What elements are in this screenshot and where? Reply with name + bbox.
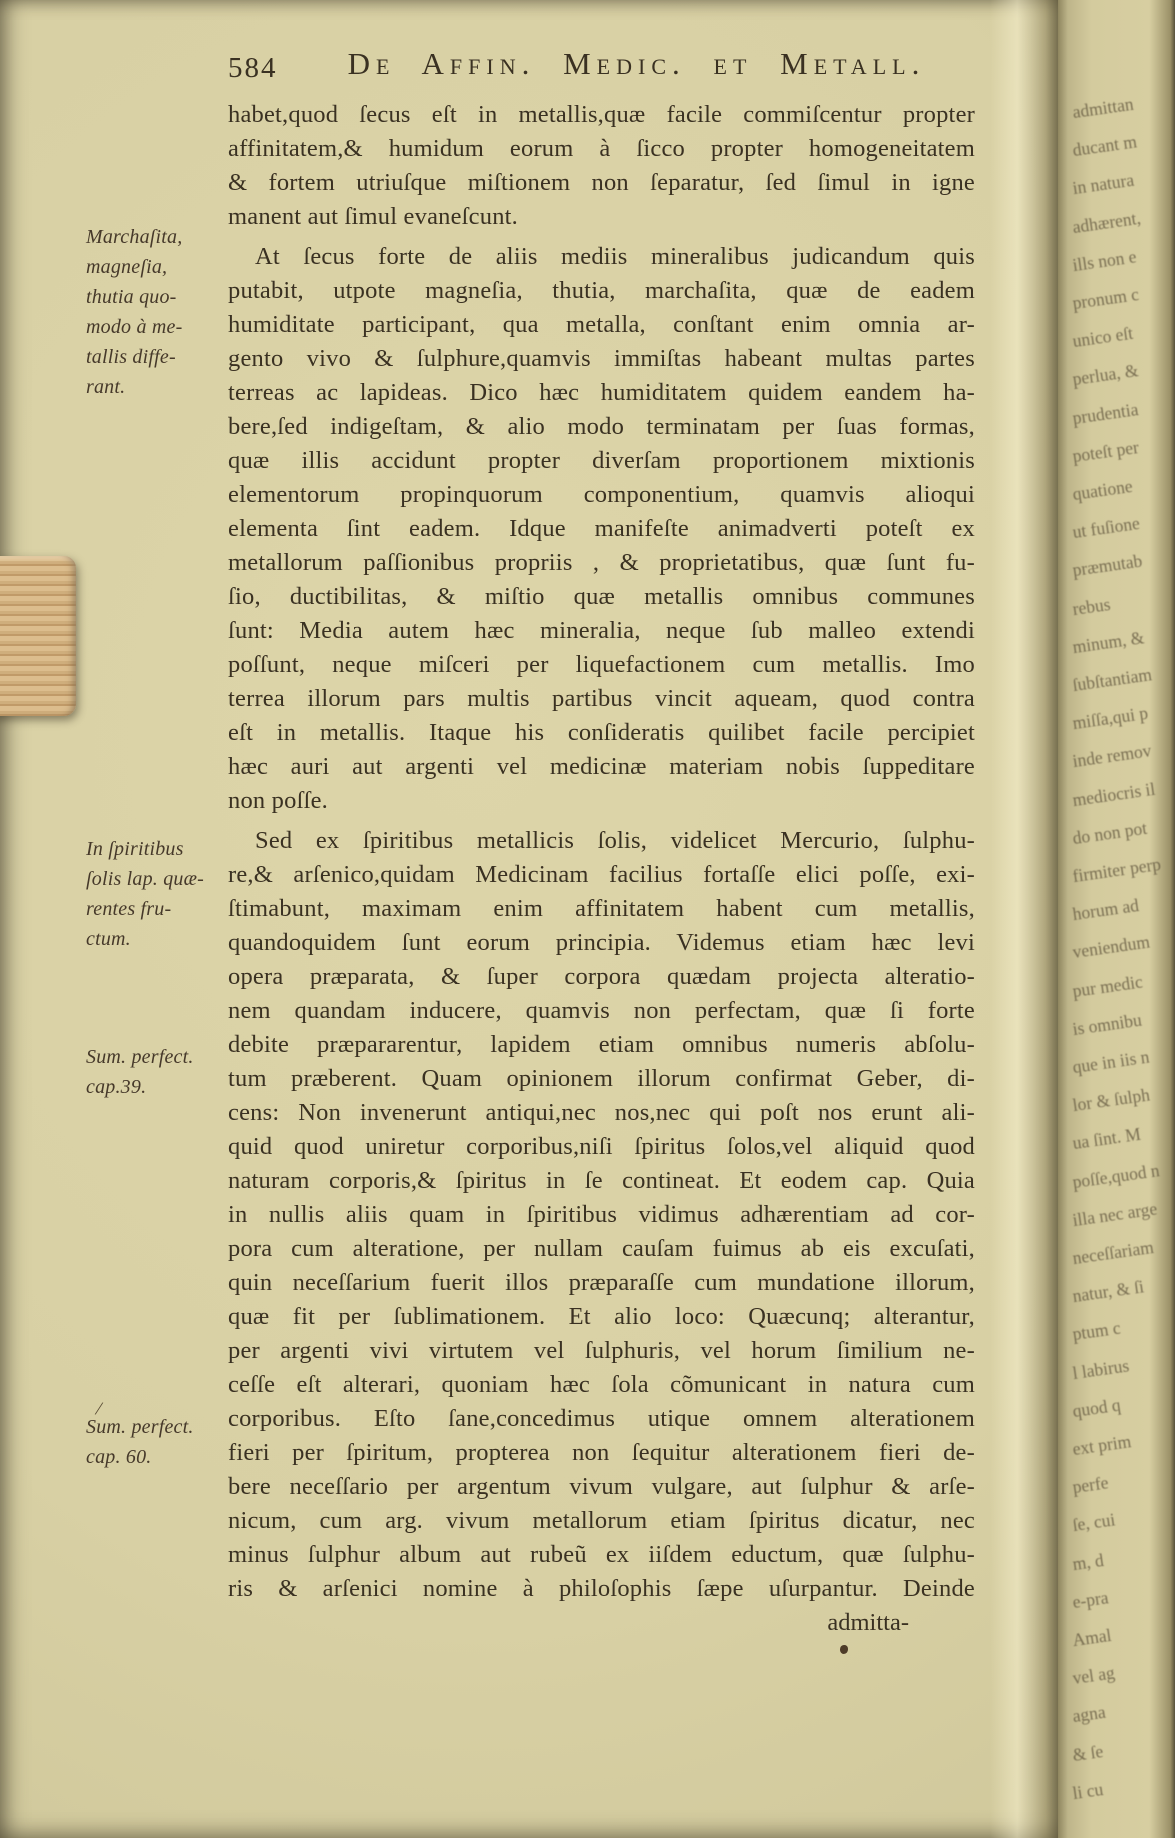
margin-note-line: rentes fru- (86, 898, 172, 920)
text-line: metallorum paſſionibus propriis , & proprietatibus, quæ ſunt fu- (228, 549, 975, 576)
adjacent-text-fragment: e-pra (1071, 1586, 1110, 1612)
adjacent-text-fragment: præmutab (1071, 549, 1144, 581)
text-line: debite præpararentur, lapidem etiam omnibus numeris abſolu- (228, 1031, 975, 1058)
margin-note-line: cap.39. (86, 1076, 147, 1098)
adjacent-text-fragment: firmiter perp (1071, 852, 1163, 887)
text-line: minus ſulphur album aut rubeũ ex iiſdem eductum, quæ ſulphu- (228, 1541, 975, 1568)
adjacent-text-fragment: pur medic (1071, 970, 1144, 1001)
text-line: bere neceſſario per argentum vivum vulgare, aut ſulphur & arſe- (228, 1473, 975, 1500)
adjacent-text-fragment: mediocris il (1071, 777, 1157, 810)
margin-note-line: Marchaſita, (86, 226, 183, 248)
adjacent-text-fragment: horum ad (1071, 894, 1141, 925)
text-line: quæ illis accidunt propter diverſam proportionem mixtionis (228, 447, 975, 474)
margin-note-line: ſolis lap. quæ- (86, 868, 205, 890)
adjacent-text-fragment: poteſt per (1071, 435, 1140, 466)
adjacent-text-fragment: ua ſint. M (1071, 1123, 1142, 1154)
margin-note-line: In ſpiritibus (86, 838, 184, 860)
text-line: gento vivo & ſulphure,quamvis immiſtas habeant multas partes (228, 345, 975, 372)
margin-note-line: modo à me- (86, 316, 183, 338)
margin-note-line: magneſia, (86, 256, 168, 278)
adjacent-text-fragment: minum, & (1071, 626, 1146, 657)
adjacent-text-fragment: ext prim (1071, 1430, 1133, 1460)
adjacent-text-fragment: ills non e (1071, 245, 1138, 275)
adjacent-text-fragment: ſe, cui (1071, 1508, 1117, 1536)
text-line: ris & arſenici nomine à philoſophis ſæpe uſurpantur. Deinde (228, 1575, 975, 1602)
text-line: Sed ex ſpiritibus metallicis ſolis, videlicet Mercurio, ſulphu- (255, 827, 975, 854)
adjacent-text-fragment: prudentia (1071, 397, 1140, 428)
body-paragraphs (228, 98, 975, 1606)
text-line: ſtimabunt, maximam enim affinitatem habent cum metallis, (228, 895, 975, 922)
margin-note-line: Sum. perfect. (86, 1416, 194, 1438)
page-edge-tab (0, 556, 76, 716)
text-line: At ſecus forte de aliis mediis mineralibus judicandum quis (255, 243, 975, 270)
adjacent-text-fragment: in natura (1071, 169, 1136, 199)
margin-note-line: Sum. perfect. (86, 1046, 194, 1068)
adjacent-text-fragment: veniendum (1071, 930, 1152, 963)
adjacent-text-fragment: perlua, & (1071, 359, 1140, 390)
paragraph (228, 240, 975, 818)
adjacent-text-fragment: do non pot (1071, 816, 1149, 848)
adjacent-text-fragment: perfe (1071, 1471, 1110, 1498)
adjacent-text-fragment: illa nec arge (1071, 1197, 1159, 1230)
text-line: quid quod uniretur corporibus,niſi ſpiritus ſolos,vel aliquid quod (228, 1133, 975, 1160)
adjacent-page-edge (1058, 0, 1175, 1838)
text-block (228, 46, 975, 1640)
margin-note-line: cap. 60. (86, 1446, 152, 1468)
text-line: terreas ac lapideas. Dico hæc humiditatem quidem eandem ha- (228, 379, 975, 406)
text-line: hæc auri aut argenti vel medicinæ materiam nobis ſuppeditare (228, 753, 975, 780)
text-line: elementa ſint eadem. Idque manifeſte animadverti poteſt ex (228, 515, 975, 542)
paragraph (228, 98, 975, 234)
text-line: tum præberent. Quam opinionem illorum confirmat Geber, di- (228, 1065, 975, 1092)
text-line: habet,quod ſecus eſt in metallis,quæ facile commiſcentur propter (228, 101, 975, 128)
text-line: bere,ſed indigeſtam, & alio modo terminatam per ſuas formas, (228, 413, 975, 440)
adjacent-text-fragment: agna (1071, 1701, 1107, 1727)
catchword: admitta- (827, 1609, 909, 1636)
text-line: & fortem utriuſque miſtionem non ſeparatur, ſed ſimul in igne (228, 169, 975, 196)
adjacent-text-fragment: lor & ſulph (1071, 1083, 1152, 1116)
text-line: affinitatem,& humidum eorum à ſicco propter homogeneitatem (228, 135, 975, 162)
page-header (228, 46, 975, 92)
text-line: nem quandam inducere, quamvis non perfectam, quæ ſi forte (228, 997, 975, 1024)
adjacent-text-fragment: natur, & ſi (1071, 1275, 1146, 1307)
text-line: quæ fit per ſublimationem. Et alio loco: Quæcunq; alterantur, (228, 1303, 975, 1330)
adjacent-text-fragment: ducant m (1071, 130, 1139, 161)
adjacent-text-fragment: m, d (1071, 1548, 1105, 1574)
adjacent-text-fragment: quod q (1071, 1393, 1122, 1421)
text-line: in nullis aliis quam in ſpiritibus vidimus adhærentiam ad cor- (228, 1201, 975, 1228)
margin-note-line: thutia quo- (86, 286, 177, 308)
adjacent-text-fragment: is omnibu (1071, 1008, 1143, 1039)
adjacent-text-fragment: & ſe (1071, 1739, 1105, 1765)
text-line: quin neceſſarium fuerit illos præparaſſe cum mundatione illorum, (228, 1269, 975, 1296)
adjacent-text-fragment: inde remov (1071, 739, 1153, 772)
margin-note (86, 222, 226, 402)
page-curvature-shadow (990, 0, 1058, 1838)
text-line: pora cum alteratione, per nullam cauſam fuimus ab eis excuſati, (228, 1235, 975, 1262)
text-line: quandoquidem ſunt eorum principia. Videmus etiam hæc levi (228, 929, 975, 956)
text-line: poſſunt, neque miſceri per liquefactionem cum metallis. Imo (228, 651, 975, 678)
margin-note (86, 1042, 226, 1102)
adjacent-text-fragment: admittan (1071, 92, 1135, 123)
text-line: putabit, utpote magneſia, thutia, marchaſita, quæ de eadem (228, 277, 975, 304)
text-line: humiditate participant, qua metalla, conſtant enim omnia ar- (228, 311, 975, 338)
adjacent-text-fragment: Amal (1071, 1623, 1113, 1651)
adjacent-text-fragment: miſſa,qui p (1071, 701, 1150, 734)
text-line: per argenti vivi virtutem vel ſulphuris, vel horum ſimilium ne- (228, 1337, 975, 1364)
text-line: naturam corporis,& ſpiritus in ſe contineat. Et eodem cap. Quia (228, 1167, 975, 1194)
margin-note (86, 1412, 226, 1472)
adjacent-text-fragment: poſſe,quod n (1071, 1158, 1161, 1192)
paragraph (228, 824, 975, 1606)
text-line: nicum, cum arg. vivum metallorum etiam ſpiritus dicatur, nec (228, 1507, 975, 1534)
adjacent-text-fragment: que in iis n (1071, 1045, 1151, 1078)
margin-note-line: tallis diffe- (86, 346, 176, 368)
adjacent-text-fragment: pronum c (1071, 283, 1141, 314)
adjacent-text-fragment: ut fuſione (1071, 512, 1141, 543)
adjacent-text-fragment: ſubſtantiam (1071, 663, 1154, 696)
text-line: manent aut ſimul evaneſcunt. (228, 203, 518, 230)
adjacent-text-fragment: unico eſt (1071, 322, 1135, 352)
adjacent-text-fragment: li cu (1071, 1777, 1105, 1803)
adjacent-text-fragment: adhærent, (1071, 206, 1142, 237)
text-line: opera præparata, & ſuper corpora quædam projecta alteratio- (228, 963, 975, 990)
adjacent-text-fragment: neceſſariam (1071, 1235, 1155, 1269)
stray-pen-mark: / (93, 1397, 105, 1421)
text-line: corporibus. Eſto ſane,concedimus utique omnem alterationem (228, 1405, 975, 1432)
page-number: 584 (228, 52, 278, 84)
text-line: non poſſe. (228, 787, 328, 814)
adjacent-text-fragment: rebus (1071, 592, 1112, 619)
text-line: elementorum propinquorum componentium, quamvis alioqui (228, 481, 975, 508)
text-line: ſio, ductibilitas, & miſtio quæ metallis omnibus communes (228, 583, 975, 610)
adjacent-text-fragment: ptum c (1071, 1317, 1122, 1345)
margin-note-line: ctum. (86, 928, 131, 950)
text-line: fieri per ſpiritum, propterea non ſequitur alterationem fieri de- (228, 1439, 975, 1466)
adjacent-text-fragment: vel ag (1071, 1661, 1116, 1689)
text-line: eſt in metallis. Itaque his conſideratis quilibet facile percipiet (228, 719, 975, 746)
margin-note (86, 834, 226, 954)
text-line: re,& arſenico,quidam Medicinam facilius fortaſſe elici poſſe, exi- (228, 861, 975, 888)
ink-spot (840, 1645, 848, 1654)
text-line: cens: Non invenerunt antiqui,nec nos,nec qui poſt nos erunt ali- (228, 1099, 975, 1126)
text-line: ſunt: Media autem hæc mineralia, neque ſub malleo extendi (228, 617, 975, 644)
text-line: terrea illorum pars multis partibus vincit aqueam, quod contra (228, 685, 975, 712)
adjacent-text-fragment: l labirus (1071, 1354, 1131, 1383)
running-title: De Affin. Medic. et Metall. (347, 46, 926, 81)
margin-note-line: rant. (86, 376, 126, 398)
text-line: ceſſe eſt alterari, quoniam hæc ſola cõmunicant in natura cum (228, 1371, 975, 1398)
adjacent-text-fragment: quatione (1071, 474, 1134, 505)
